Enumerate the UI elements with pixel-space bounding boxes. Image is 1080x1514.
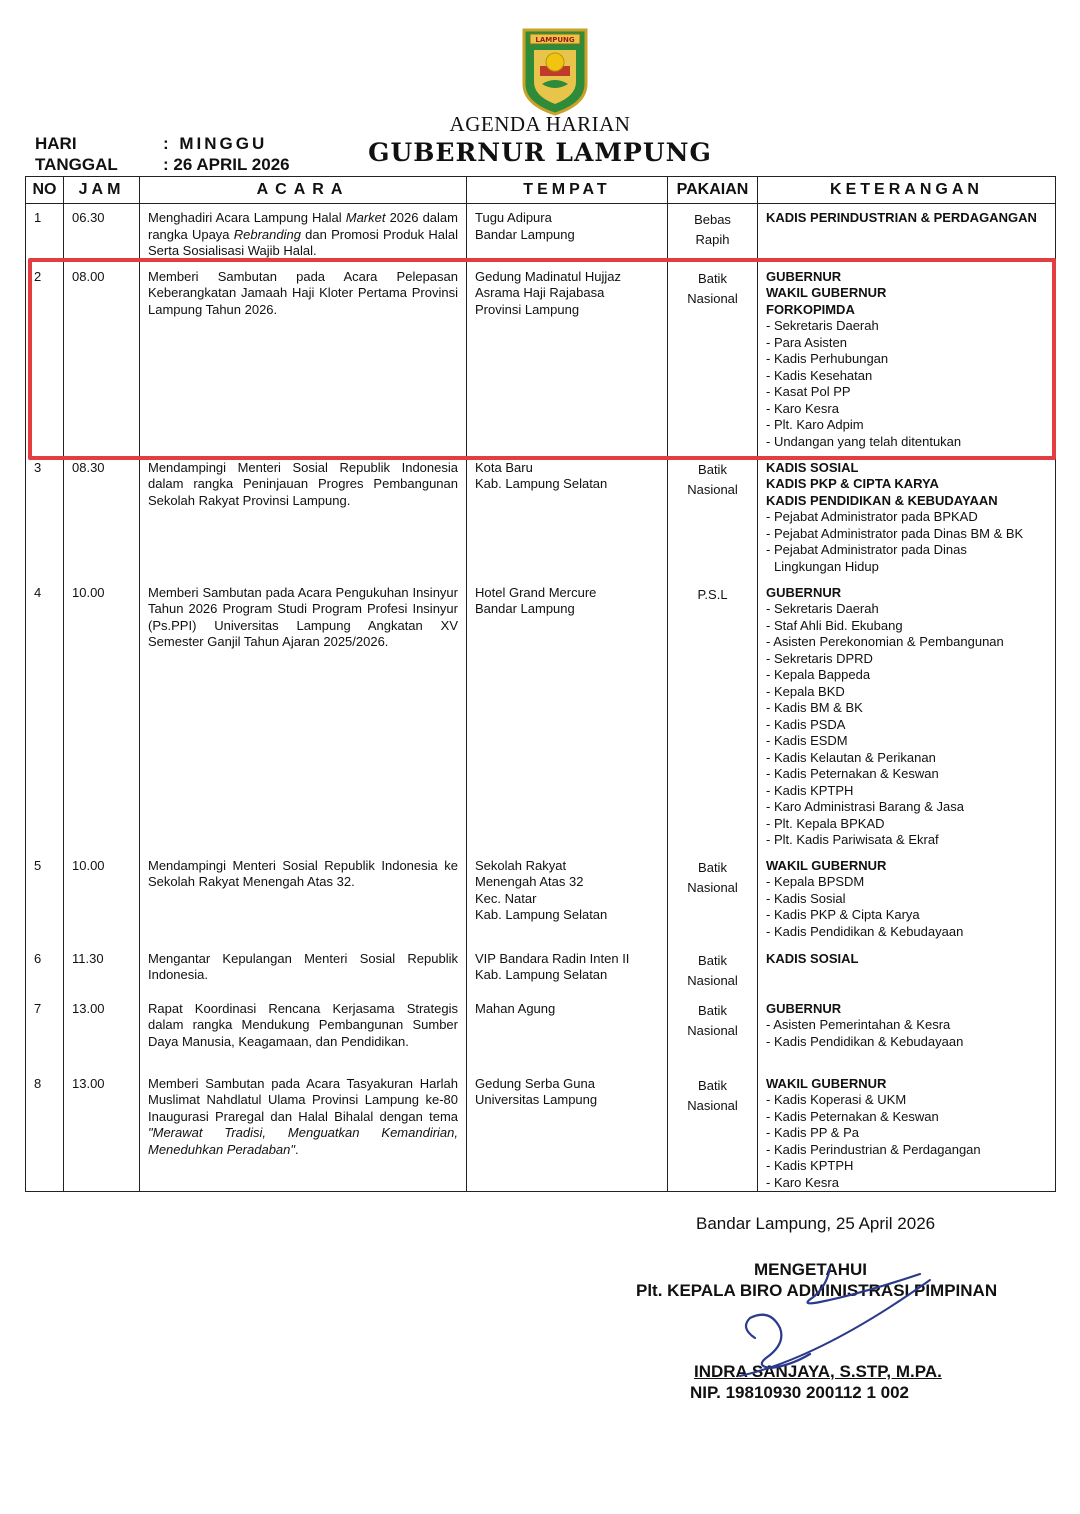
table-row xyxy=(26,995,1056,1070)
cell-pakaian xyxy=(668,204,758,263)
cell-jam: 06.30 xyxy=(64,204,140,263)
cell-tempat xyxy=(467,204,668,263)
pakaian-line: Batik xyxy=(698,1077,727,1093)
cell-no: 7 xyxy=(26,995,64,1070)
cell-jam: 08.00 xyxy=(64,263,140,454)
keterangan-official: GUBERNUR xyxy=(766,268,842,284)
cell-tempat xyxy=(467,579,668,852)
cell-jam: 08.30 xyxy=(64,454,140,579)
cell-acara: Menghadiri Acara Lampung Halal Market 2026 dalam rangka Upaya Rebranding dan Promosi Produk Halal Serta Sosialisasi Wajib Halal. xyxy=(140,204,467,263)
cell-tempat xyxy=(467,263,668,454)
pakaian-line: Bebas xyxy=(694,212,731,227)
cell-jam: 13.00 xyxy=(64,995,140,1070)
cell-acara: Mendampingi Menteri Sosial Republik Indonesia dalam rangka Peninjauan Progres Pembangunan Sekolah Rakyat Provinsi Lampung. xyxy=(140,454,467,579)
cell-keterangan xyxy=(758,579,1056,852)
keterangan-item: - Kadis Kesehatan xyxy=(766,367,873,383)
cell-jam: 10.00 xyxy=(64,852,140,945)
keterangan-item: - Plt. Kadis Pariwisata & Ekraf xyxy=(766,832,939,847)
keterangan-item: - Pejabat Administrator pada BPKAD xyxy=(766,509,978,524)
tempat-line: Sekolah Rakyat xyxy=(475,857,567,873)
cell-acara: Memberi Sambutan pada Acara Pengukuhan Insinyur Tahun 2026 Program Studi Program Profesi Insinyur (Ps.PPI) Universitas Lampung Angkatan XV Semester Ganjil Tahun Ajaran 2025/2026. xyxy=(140,579,467,852)
cell-pakaian xyxy=(668,579,758,852)
table-row xyxy=(26,945,1056,995)
cell-keterangan xyxy=(758,263,1056,454)
cell-acara: Mendampingi Menteri Sosial Republik Indonesia ke Sekolah Rakyat Menengah Atas 32. xyxy=(140,852,467,945)
keterangan-item: - Kadis Sosial xyxy=(766,890,846,906)
cell-acara: Memberi Sambutan pada Acara Pelepasan Keberangkatan Jamaah Haji Kloter Pertama Provinsi Lampung Tahun 2026. xyxy=(140,263,467,454)
cell-keterangan xyxy=(758,454,1056,579)
pakaian-line: Nasional xyxy=(687,1097,738,1113)
pakaian-line: Nasional xyxy=(687,972,738,988)
cell-acara: Mengantar Kepulangan Menteri Sosial Republik Indonesia. xyxy=(140,945,467,995)
keterangan-item: - Undangan yang telah ditentukan xyxy=(766,433,962,449)
cell-no: 6 xyxy=(26,945,64,995)
col-header-jam: JAM xyxy=(64,177,140,204)
cell-acara: Memberi Sambutan pada Acara Tasyakuran Harlah Muslimat Nahdlatul Ulama Provinsi Lampung ke-80 Inaugurasi Praregal dan Halal Bihalal dengan tema "Merawat Tradisi, Menguatkan Kemandirian, Meneduhkan Peradaban". xyxy=(140,1070,467,1192)
keterangan-item: - Sekretaris Daerah xyxy=(766,601,879,616)
keterangan-item: - Kadis Peternakan & Keswan xyxy=(766,1108,939,1124)
cell-tempat xyxy=(467,454,668,579)
table-row xyxy=(26,263,1056,454)
pakaian-line: Batik xyxy=(698,859,727,875)
tempat-line: Gedung Serba Guna xyxy=(475,1075,595,1091)
col-header-no: NO xyxy=(26,177,64,204)
date-value: : 26 APRIL 2026 xyxy=(163,155,290,174)
cell-tempat xyxy=(467,995,668,1070)
keterangan-official: KADIS PENDIDIKAN & KEBUDAYAAN xyxy=(766,492,998,508)
tempat-line: Universitas Lampung xyxy=(475,1092,598,1107)
cell-pakaian xyxy=(668,852,758,945)
keterangan-item: Lingkungan Hidup xyxy=(774,558,879,574)
pakaian-line: Batik xyxy=(698,270,727,286)
keterangan-item: - Plt. Kepala BPKAD xyxy=(766,815,885,831)
keterangan-official: WAKIL GUBERNUR xyxy=(766,1075,887,1091)
table-row xyxy=(26,204,1056,263)
keterangan-item: - Kadis Kelautan & Perikanan xyxy=(766,749,936,765)
cell-no: 1 xyxy=(26,204,64,263)
keterangan-item: - Asisten Perekonomian & Pembangunan xyxy=(766,634,1004,649)
cell-keterangan xyxy=(758,852,1056,945)
tempat-line: Bandar Lampung xyxy=(475,601,575,616)
keterangan-item: - Kepala BPSDM xyxy=(766,874,865,889)
cell-no: 8 xyxy=(26,1070,64,1192)
keterangan-item: - Kadis Koperasi & UKM xyxy=(766,1092,907,1107)
tempat-line: Kec. Natar xyxy=(475,890,537,906)
keterangan-official: KADIS PKP & CIPTA KARYA xyxy=(766,476,939,491)
pakaian-line: Nasional xyxy=(687,290,738,306)
cell-no: 4 xyxy=(26,579,64,852)
cell-keterangan xyxy=(758,204,1056,263)
keterangan-item: - Kadis Peternakan & Keswan xyxy=(766,766,939,781)
lampung-emblem-logo xyxy=(520,26,590,116)
pakaian-line: Batik xyxy=(698,952,727,968)
keterangan-item: - Kadis Pendidikan & Kebudayaan xyxy=(766,1033,964,1049)
keterangan-official: KADIS SOSIAL xyxy=(766,459,859,475)
pakaian-line: Batik xyxy=(698,461,727,477)
tempat-line: Tugu Adipura xyxy=(475,210,552,225)
col-header-keterangan: KETERANGAN xyxy=(758,177,1056,204)
keterangan-official: KADIS PERINDUSTRIAN & PERDAGANGAN xyxy=(766,210,1037,225)
keterangan-official: WAKIL GUBERNUR xyxy=(766,285,887,300)
page-title: GUBERNUR LAMPUNG xyxy=(368,138,712,167)
table-row xyxy=(26,454,1056,579)
pakaian-line: Nasional xyxy=(687,481,738,497)
keterangan-item: - Kadis BM & BK xyxy=(766,700,863,715)
cell-keterangan xyxy=(758,945,1056,995)
cell-no: 2 xyxy=(26,263,64,454)
keterangan-item: - Staf Ahli Bid. Ekubang xyxy=(766,617,903,633)
place-date: Bandar Lampung, 25 April 2026 xyxy=(696,1214,936,1233)
day-value: : MINGGU xyxy=(163,134,268,153)
tempat-line: Gedung Madinatul Hujjaz xyxy=(475,268,621,284)
keterangan-item: - Karo Kesra xyxy=(766,1174,839,1190)
keterangan-item: - Kadis Perhubungan xyxy=(766,351,889,366)
col-header-acara: ACARA xyxy=(140,177,467,204)
keterangan-item: - Kadis Perindustrian & Perdagangan xyxy=(766,1141,981,1157)
tempat-line: VIP Bandara Radin Inten II xyxy=(475,950,630,966)
keterangan-item: - Kadis Pendidikan & Kebudayaan xyxy=(766,923,964,939)
tempat-line: Bandar Lampung xyxy=(475,226,575,242)
cell-pakaian xyxy=(668,945,758,995)
table-row xyxy=(26,1070,1056,1192)
cell-no: 3 xyxy=(26,454,64,579)
keterangan-item: - Sekretaris Daerah xyxy=(766,318,879,333)
date-label: TANGGAL xyxy=(35,155,118,174)
keterangan-official: FORKOPIMDA xyxy=(766,301,855,317)
tempat-line: Menengah Atas 32 xyxy=(475,874,584,889)
keterangan-item: - Plt. Karo Adpim xyxy=(766,417,864,432)
keterangan-official: GUBERNUR xyxy=(766,1000,842,1016)
cell-tempat xyxy=(467,1070,668,1192)
keterangan-item: - Kadis PKP & Cipta Karya xyxy=(766,907,920,922)
acknowledged-label: MENGETAHUI xyxy=(754,1260,868,1279)
col-header-pakaian: PAKAIAN xyxy=(668,177,758,204)
keterangan-item: - Karo Administrasi Barang & Jasa xyxy=(766,799,964,814)
col-header-tempat: TEMPAT xyxy=(467,177,668,204)
tempat-line: Kab. Lampung Selatan xyxy=(475,476,608,491)
pakaian-line: Nasional xyxy=(687,879,738,895)
keterangan-item: - Kadis PSDA xyxy=(766,716,846,732)
keterangan-official: WAKIL GUBERNUR xyxy=(766,857,887,873)
day-label: HARI xyxy=(35,134,77,153)
keterangan-item: - Kepala Bappeda xyxy=(766,667,871,682)
table-header-row xyxy=(26,177,1056,204)
keterangan-item: - Pejabat Administrator pada Dinas BM & BK xyxy=(766,525,1024,541)
cell-no: 5 xyxy=(26,852,64,945)
cell-keterangan xyxy=(758,995,1056,1070)
cell-pakaian xyxy=(668,1070,758,1192)
cell-tempat xyxy=(467,852,668,945)
keterangan-official: KADIS SOSIAL xyxy=(766,950,859,966)
keterangan-item: - Kadis ESDM xyxy=(766,733,848,748)
agenda-table xyxy=(25,176,1056,1192)
signatory-name: INDRA SANJAYA, S.STP, M.PA. xyxy=(694,1362,942,1381)
tempat-line: Asrama Haji Rajabasa xyxy=(475,285,605,300)
cell-pakaian xyxy=(668,995,758,1070)
keterangan-item: - Sekretaris DPRD xyxy=(766,650,873,666)
keterangan-item: - Asisten Pemerintahan & Kesra xyxy=(766,1017,951,1032)
tempat-line: Kab. Lampung Selatan xyxy=(475,967,608,982)
keterangan-item: - Kadis PP & Pa xyxy=(766,1125,859,1140)
cell-pakaian xyxy=(668,263,758,454)
keterangan-item: - Kasat Pol PP xyxy=(766,384,851,399)
pakaian-line: Rapih xyxy=(695,232,730,247)
pakaian-line: Batik xyxy=(698,1002,727,1018)
cell-jam: 13.00 xyxy=(64,1070,140,1192)
cell-acara: Rapat Koordinasi Rencana Kerjasama Strategis dalam rangka Mendukung Pembangunan Sumber Daya Manusia, Keagamaan, dan Pendidikan. xyxy=(140,995,467,1070)
cell-keterangan xyxy=(758,1070,1056,1192)
agenda-subtitle: AGENDA HARIAN xyxy=(449,112,631,136)
tempat-line: Kab. Lampung Selatan xyxy=(475,907,608,922)
cell-jam: 11.30 xyxy=(64,945,140,995)
tempat-line: Kota Baru xyxy=(475,459,533,475)
cell-tempat xyxy=(467,945,668,995)
keterangan-item: - Pejabat Administrator pada Dinas xyxy=(766,542,967,557)
signatory-nip: NIP. 19810930 200112 1 002 xyxy=(690,1383,910,1402)
cell-pakaian xyxy=(668,454,758,579)
table-row xyxy=(26,852,1056,945)
keterangan-official: GUBERNUR xyxy=(766,584,842,600)
pakaian-line: Nasional xyxy=(687,1022,738,1038)
keterangan-item: - Kepala BKD xyxy=(766,683,845,699)
emblem-text: LAMPUNG xyxy=(535,36,575,44)
tempat-line: Mahan Agung xyxy=(475,1000,556,1016)
pakaian-line: P.S.L xyxy=(697,586,728,602)
keterangan-item: - Para Asisten xyxy=(766,334,847,350)
keterangan-item: - Karo Kesra xyxy=(766,400,839,416)
tempat-line: Provinsi Lampung xyxy=(475,301,580,317)
cell-jam: 10.00 xyxy=(64,579,140,852)
keterangan-item: - Kadis KPTPH xyxy=(766,1158,854,1173)
tempat-line: Hotel Grand Mercure xyxy=(475,584,597,600)
keterangan-item: - Kadis KPTPH xyxy=(766,782,854,798)
table-row xyxy=(26,579,1056,852)
office-title: Plt. KEPALA BIRO ADMINISTRASI PIMPINAN xyxy=(636,1281,998,1300)
